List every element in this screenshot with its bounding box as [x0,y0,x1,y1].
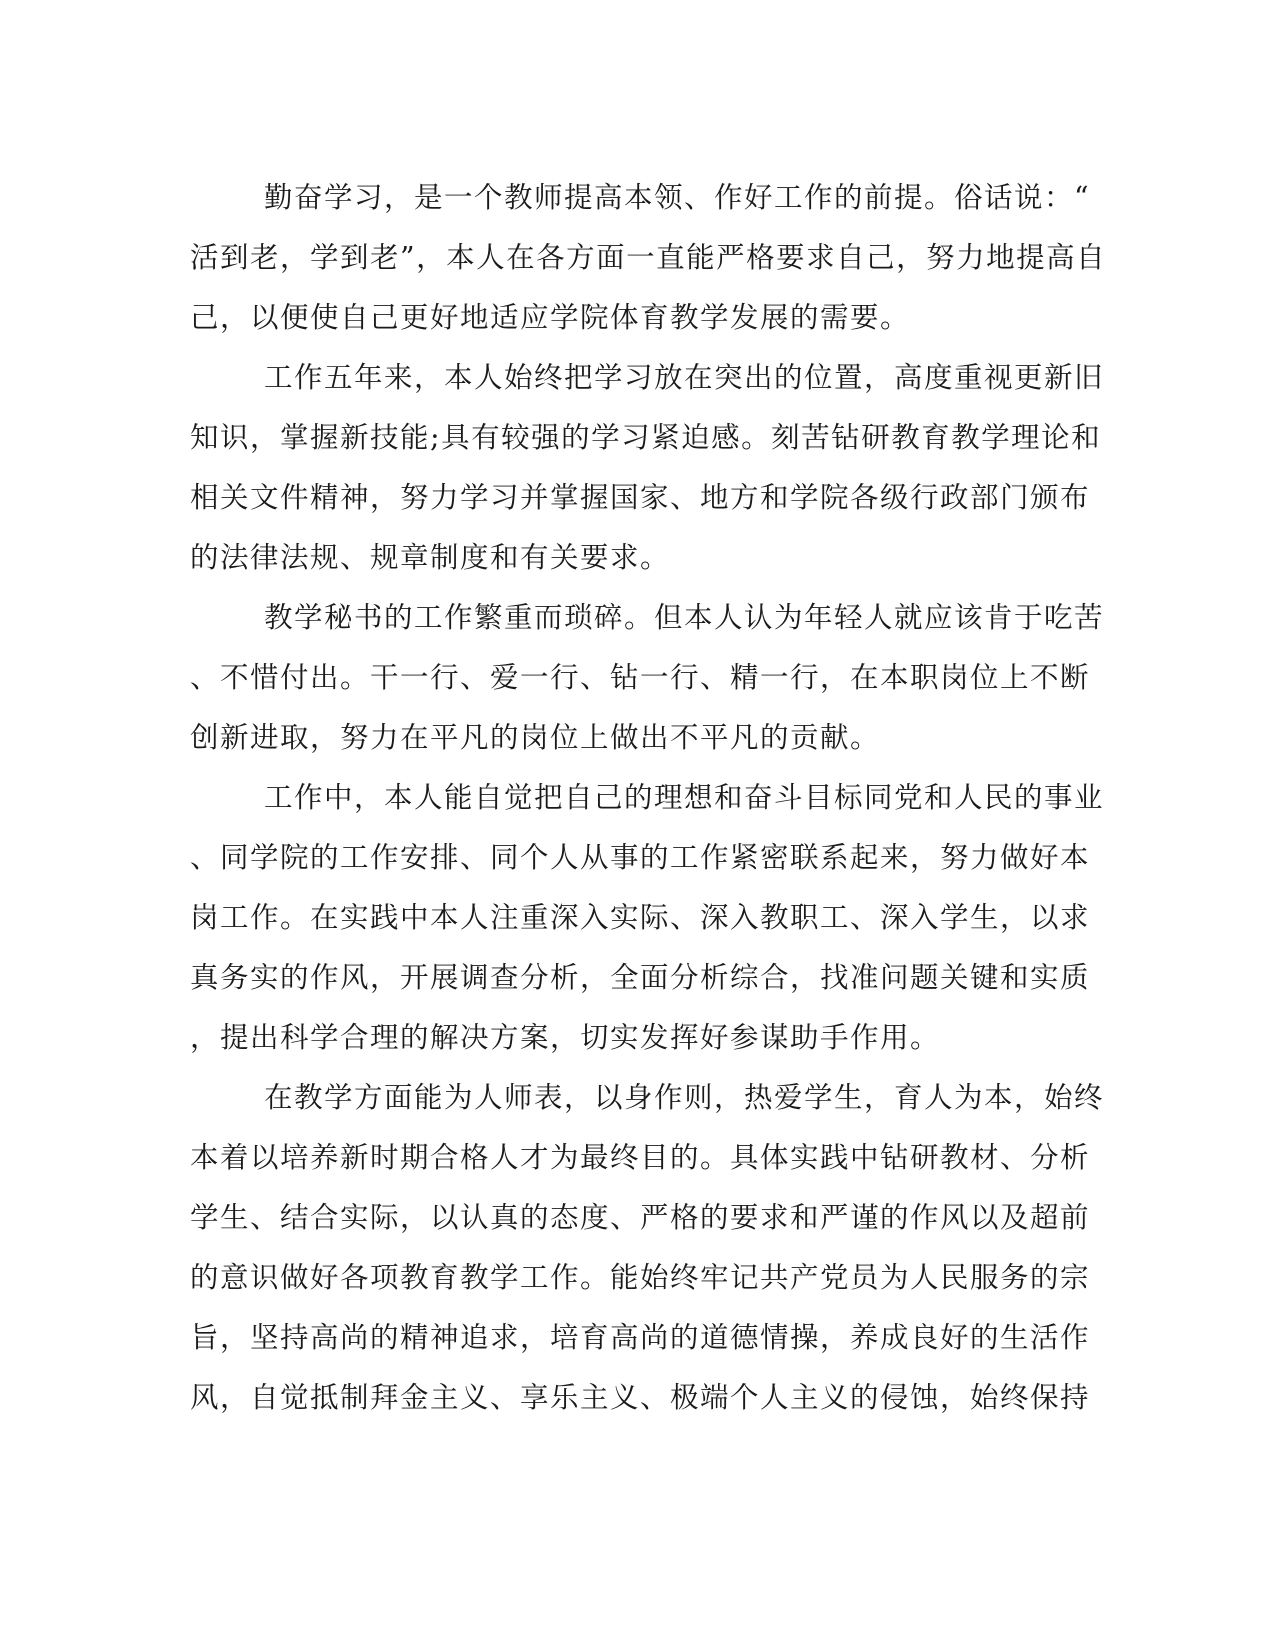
paragraph-5-line-1: 在教学方面能为人师表，以身作则，热爱学生，育人为本，始终 [264,1081,1105,1114]
paragraph-2-line-4: 的法律法规、规章制度和有关要求。 [190,541,671,574]
document-body [190,168,1107,1428]
paragraph-5-line-3: 学生、结合实际，以认真的态度、严格的要求和严谨的作风以及超前 [190,1201,1091,1234]
paragraph-2-line-3: 相关文件精神，努力学习并掌握国家、地方和学院各级行政部门颁布 [190,481,1091,514]
paragraph-5-line-5: 旨，坚持高尚的精神追求，培育高尚的道德情操，养成良好的生活作 [190,1321,1091,1354]
paragraph-5-line-4: 的意识做好各项教育教学工作。能始终牢记共产党员为人民服务的宗 [190,1261,1091,1294]
paragraph-3-line-2: 、不惜付出。干一行、爱一行、钻一行、精一行，在本职岗位上不断 [190,661,1091,694]
paragraph-4-line-2: 、同学院的工作安排、同个人从事的工作紧密联系起来，努力做好本 [190,841,1091,874]
paragraph-5-line-2: 本着以培养新时期合格人才为最终目的。具体实践中钻研教材、分析 [190,1141,1091,1174]
paragraph-3-line-3: 创新进取，努力在平凡的岗位上做出不平凡的贡献。 [190,721,881,754]
paragraph-1-line-3: 己，以便使自己更好地适应学院体育教学发展的需要。 [190,301,911,334]
paragraph-3-line-1: 教学秘书的工作繁重而琐碎。但本人认为年轻人就应该肯于吃苦 [264,601,1105,634]
paragraph-2-line-1: 工作五年来，本人始终把学习放在突出的位置，高度重视更新旧 [264,361,1105,394]
paragraph-2-line-2: 知识，掌握新技能;具有较强的学习紧迫感。刻苦钻研教育教学理论和 [190,421,1102,454]
paragraph-4-line-4: 真务实的作风，开展调查分析，全面分析综合，找准问题关键和实质 [190,961,1091,994]
paragraph-1-line-1: 勤奋学习，是一个教师提高本领、作好工作的前提。俗话说：“ [264,181,1091,214]
paragraph-4-line-3: 岗工作。在实践中本人注重深入实际、深入教职工、深入学生，以求 [190,901,1091,934]
paragraph-4-line-5: ，提出科学合理的解决方案，切实发挥好参谋助手作用。 [190,1021,941,1054]
paragraph-5-line-6: 风，自觉抵制拜金主义、享乐主义、极端个人主义的侵蚀，始终保持 [190,1381,1091,1414]
paragraph-4-line-1: 工作中，本人能自觉把自己的理想和奋斗目标同党和人民的事业 [264,781,1105,814]
paragraph-1-line-2: 活到老，学到老”，本人在各方面一直能严格要求自己，努力地提高自 [190,241,1107,274]
